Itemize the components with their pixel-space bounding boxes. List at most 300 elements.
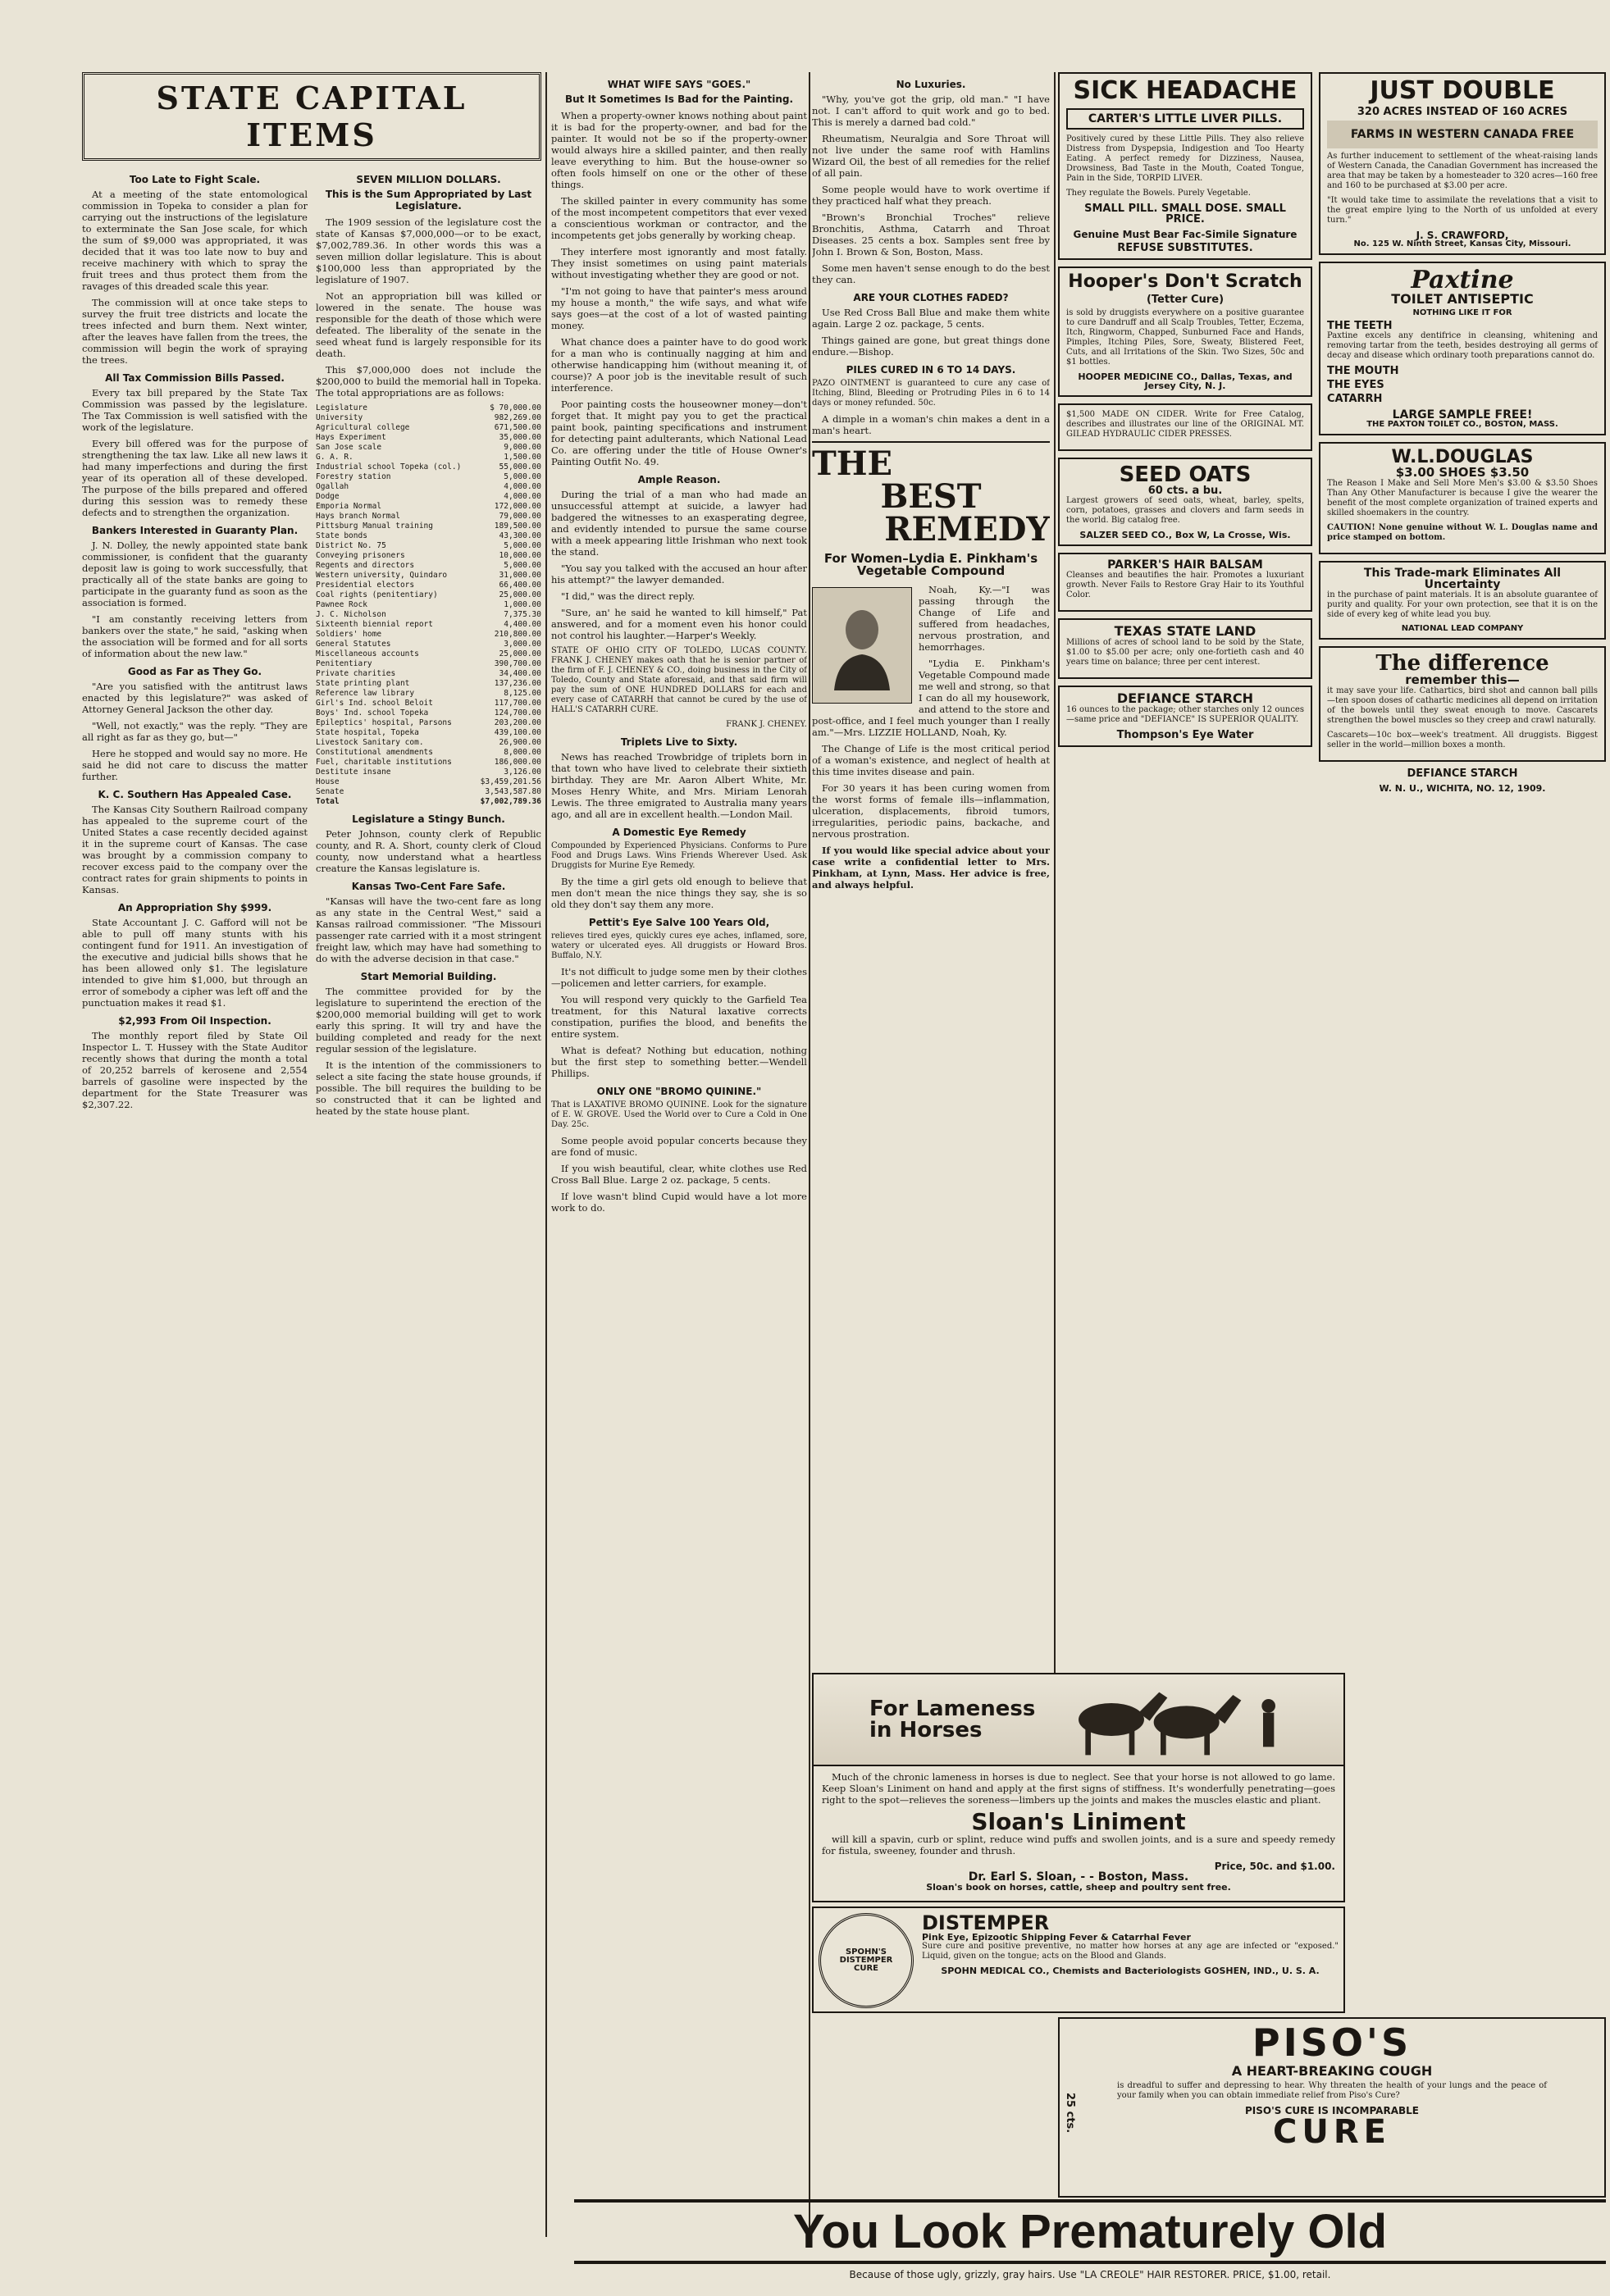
ad-item: THE TEETH xyxy=(1327,320,1393,332)
article-heading: Good as Far as They Go. xyxy=(127,666,262,677)
appropriation-item: Soldiers' home xyxy=(316,630,382,639)
ad-text: Genuine Must Bear Fac-Simile Signature xyxy=(1073,229,1298,240)
ad-headline: DISTEMPER xyxy=(922,1911,1050,1934)
appropriation-amount: 7,375.30 xyxy=(504,610,541,619)
appropriations-table xyxy=(316,403,541,777)
article-text: That is LAXATIVE BROMO QUININE. Look for the signature of E. W. GROVE. Used the World over to Cure a Cold in One Day. 25c. xyxy=(551,1100,807,1129)
appropriation-item: Hays branch Normal xyxy=(316,512,400,521)
appropriation-item: Livestock Sanitary com. xyxy=(316,738,424,747)
defiance-starch-ad xyxy=(1058,686,1312,747)
appropriation-row xyxy=(316,728,541,738)
article-text: "Are you satisfied with the antitrust laws enacted by this legislature?" was asked of Attorney General Jackson the other day. xyxy=(82,681,308,715)
parker-ad xyxy=(1058,553,1312,612)
article-text: If love wasn't blind Cupid would have a lot more work to do. xyxy=(551,1191,807,1214)
appropriation-amount: 172,000.00 xyxy=(494,502,541,511)
article-heading: No Luxuries. xyxy=(896,79,966,90)
appropriation-row xyxy=(316,492,541,502)
spohn-ad xyxy=(812,1906,1345,2013)
appropriation-row xyxy=(316,630,541,640)
notice-signature: FRANK J. CHENEY. xyxy=(726,720,807,729)
ad-slogan: SMALL PILL. SMALL DOSE. SMALL PRICE. xyxy=(1084,203,1286,226)
appropriation-item: Pawnee Rock xyxy=(316,600,367,609)
ad-price: 60 cts. a bu. xyxy=(1147,485,1223,497)
article-text: Things gained are gone, but great things done endure.—Bishop. xyxy=(812,335,1050,358)
article-text: "I'm not going to have that painter's mess around my house a month," the wife says, and what wife says goes—at the cost of a lot of wasted painting money. xyxy=(551,285,807,331)
ad-headline: You Look Prematurely Old xyxy=(574,2199,1606,2264)
article-text: "You say you talked with the accused an hour after his attempt?" the lawyer demanded. xyxy=(551,563,807,585)
appropriation-item: Conveying prisoners xyxy=(316,551,405,560)
article-text: Every bill offered was for the purpose of strengthening the tax law. Like all new laws it had many imperfections and during the first year of its operation all of these developed. The purpose of the bills prepared and offered during this session was to remedy these defects and to strengthen the organization. xyxy=(82,438,308,518)
lead-company-ad xyxy=(1319,561,1606,640)
ad-headline: PARKER'S HAIR BALSAM xyxy=(1107,558,1263,572)
ad-subheadline: remember this— xyxy=(1405,672,1520,687)
ad-company: SPOHN MEDICAL CO., Chemists and Bacteriologists GOSHEN, IND., U. S. A. xyxy=(941,1966,1320,1976)
ad-item: THE MOUTH xyxy=(1327,365,1399,377)
appropriation-item: Boys' Ind. school Topeka xyxy=(316,708,429,718)
article-text: State Accountant J. C. Gafford will not be able to pull off many stunts with his contingent fund for 1911. An investigation of the executive and judicial bills shows that he has been allowed only $1. The legislature intended to give him $1,000, but through an error of somebody a cipher was left off and the punctuation makes it read $1. xyxy=(82,917,308,1009)
ad-text: Sure cure and positive preventive, no matter how horses at any age are infected or "exposed." Liquid, given on the tongue; acts on the Blood and Glands. xyxy=(922,1942,1339,1961)
article-text: J. N. Dolley, the newly appointed state bank commissioner, is confident that the guaranty deposit law is going to work successfully, that practically all of the state banks are going to participate in the guaranty fund as soon as the association is formed. xyxy=(82,540,308,608)
appropriation-item: Penitentiary xyxy=(316,659,372,668)
house-label: House xyxy=(316,777,340,786)
total-label: Total xyxy=(316,797,340,806)
article-text: Compounded by Experienced Physicians. Conforms to Pure Food and Drugs Laws. Wins Friends Wherever Used. Ask Druggists for Murine Eye Remedy. xyxy=(551,841,807,870)
ad-text: Much of the chronic lameness in horses is due to neglect. See that your horse is not allowed to go lame. Keep Sloan's Liniment on hand and apply at the first signs of stiffness. It's wonderfully penetrating—goes right to the spot—relieves the soreness—limbers up the joints and makes the muscles elastic and pliant. xyxy=(822,1771,1335,1806)
ad-company: Dr. Earl S. Sloan, - - Boston, Mass. xyxy=(968,1870,1189,1884)
article-text: "Lydia E. Pinkham's Vegetable Compound made me well and strong, so that I can do all my housework, and attend to the store and post-office, and I feel much younger than I really am."—Mrs. LIZZIE HOLLAND, Noah, Ky. xyxy=(812,658,1050,738)
appropriation-amount: 4,400.00 xyxy=(504,620,541,629)
appropriation-item: Girl's Ind. school Beloit xyxy=(316,699,433,708)
article-text: Some people would have to work overtime if they practiced half what they preach. xyxy=(812,184,1050,207)
left-sub-column xyxy=(82,167,308,1122)
appropriation-row xyxy=(316,433,541,443)
appropriation-amount: 189,500.00 xyxy=(494,522,541,531)
state-capital-items xyxy=(82,72,541,2237)
article-text: Some people avoid popular concerts because they are fond of music. xyxy=(551,1135,807,1158)
article-text: Noah, Ky.—"I was passing through the Change of Life and suffered from headaches, nervous prostration, and hemorrhages. xyxy=(919,584,1050,653)
ad-text: Millions of acres of school land to be sold by the State, $1.00 to $5.00 per acre; only one-fortieth cash and 40 years time on balance; three per cent interest. xyxy=(1066,638,1304,667)
ad-text: 16 ounces to the package; other starches only 12 ounces—same price and "DEFIANCE" IS SUPERIOR QUALITY. xyxy=(1066,705,1304,724)
ad-text: is sold by druggists everywhere on a positive guarantee to cure Dandruff and all Scalp Troubles, Tetter, Eczema, Itch, Ringworm, Chapped, Sunburned Face and Hands, Pimples, Itching Piles, Sore, Sweaty, Blistered Feet, Cuts, and all Irritations of the Skin. Two Sizes, 50c and $1 bottles. xyxy=(1066,308,1304,367)
appropriation-item: Epileptics' hospital, Parsons xyxy=(316,718,452,727)
appropriation-row xyxy=(316,581,541,590)
appropriation-amount: 79,000.00 xyxy=(499,512,541,521)
appropriation-row xyxy=(316,512,541,522)
appropriation-amount: 8,125.00 xyxy=(504,689,541,698)
ad-text: "It would take time to assimilate the revelations that a visit to the great empire lying to the North of us unfolded at every turn." xyxy=(1327,196,1598,225)
appropriation-amount: 117,700.00 xyxy=(494,699,541,708)
appropriation-amount: 25,000.00 xyxy=(499,590,541,599)
ad-company: SALZER SEED CO., Box W, La Crosse, Wis. xyxy=(1079,530,1291,540)
ad-subheadline: Pink Eye, Epizootic Shipping Fever & Catarrhal Fever xyxy=(922,1932,1191,1943)
article-text: "Brown's Bronchial Troches" relieve Bronchitis, Asthma, Catarrh and Throat Diseases. 25 cents a box. Samples sent free by John I. Brown & Son, Boston, Mass. xyxy=(812,212,1050,257)
article-text: They interfere most ignorantly and most fatally. They insist sometimes on using paint materials without investigating whether they are good or not. xyxy=(551,246,807,280)
appropriation-amount: 210,800.00 xyxy=(494,630,541,639)
right-sub-column xyxy=(316,167,541,1122)
article-heading: K. C. Southern Has Appealed Case. xyxy=(98,789,292,800)
article-heading: A Domestic Eye Remedy xyxy=(612,827,746,838)
article-subheading: But It Sometimes Is Bad for the Painting. xyxy=(564,93,794,105)
ad-headline: This Trade-mark Eliminates All Uncertainty xyxy=(1363,567,1562,591)
article-heading: All Tax Commission Bills Passed. xyxy=(105,372,285,384)
article-heading: Start Memorial Building. xyxy=(360,971,497,982)
article-text: This $7,000,000 does not include the $200,000 to build the memorial hall in Topeka. The total appropriations are as follows: xyxy=(316,364,541,399)
appropriation-item: Agricultural college xyxy=(316,423,410,432)
ad-slogan: DEFIANCE STARCH xyxy=(1407,768,1518,780)
ad-text: Largest growers of seed oats, wheat, barley, spelts, corn, potatoes, grasses and clovers and farm seeds in the world. Big catalog free. xyxy=(1066,496,1304,525)
appropriation-item: G. A. R. xyxy=(316,453,353,462)
appropriation-row xyxy=(316,413,541,423)
article-heading: WHAT WIFE SAYS "GOES." xyxy=(607,79,751,90)
ads-column-1 xyxy=(1058,72,1312,1876)
portrait-image xyxy=(812,587,912,704)
appropriation-item: Dodge xyxy=(316,492,340,501)
article-text: During the trial of a man who had made an unsuccessful attempt at suicide, a lawyer had badgered the witnesses to an exasperating degree, and evidently intended to pursue the same course with a meek appearing little Irishman who next took the stand. xyxy=(551,489,807,558)
article-text: Poor painting costs the houseowner money—don't forget that. It might pay you to get the practical paint book, painting specifications and instrument for detecting paint adulterants, which National Lead Co. are offering under the title of House Owner's Painting Outfit No. 49. xyxy=(551,399,807,467)
article-heading: ONLY ONE "BROMO QUININE." xyxy=(596,1086,762,1097)
article-text: Some men haven't sense enough to do the best they can. xyxy=(812,262,1050,285)
ad-subheadline: (Tetter Cure) xyxy=(1146,294,1225,306)
paxtine-ad xyxy=(1319,262,1606,435)
article-heading: SEVEN MILLION DOLLARS. xyxy=(356,174,501,185)
article-text: The Kansas City Southern Railroad company has appealed to the supreme court of the United States a case recently decided against it in the supreme court of Kansas. The case was brought by a commission company to recover excess paid to the company over the contract rates for grain shipments to points in Kansas. xyxy=(82,804,308,895)
seal-text: SPOHN'S DISTEMPER CURE xyxy=(839,1947,893,1973)
ad-price: Price, 50c. and $1.00. xyxy=(1214,1861,1335,1872)
appropriation-row xyxy=(316,600,541,610)
appropriation-item: Regents and directors xyxy=(316,561,415,570)
article-heading: PILES CURED IN 6 TO 14 DAYS. xyxy=(846,364,1016,376)
ad-text: Sloan's book on horses, cattle, sheep and poultry sent free. xyxy=(926,1882,1231,1893)
publisher-line: W. N. U., WICHITA, NO. 12, 1909. xyxy=(1379,783,1546,794)
best-remedy-line: REMEDY xyxy=(884,510,1050,549)
article-text: News has reached Trowbridge of triplets born in that town who have lived to celebrate their sixtieth birthday. They are Mr. Aaron Albert White, Mr. Moses Henry White, and Mrs. Miriam Lenorah Lewis. The three emigrated to Australia many years ago, and all are in excellent health.—London Mail. xyxy=(551,751,807,820)
article-text: "Why, you've got the grip, old man." "I have not. I can't afford to quit work and go to bed. This is merely a darned bad cold." xyxy=(812,93,1050,128)
appropriation-amount: 390,700.00 xyxy=(494,659,541,668)
ad-headline: CURE xyxy=(1273,2113,1391,2151)
article-text: The 1909 session of the legislature cost the state of Kansas $7,000,000—or to be exact, $7,002,789.36. In other words this was a seven million dollar legislature. This is about $100,000 less than appropriated by the legislature of 1907. xyxy=(316,216,541,285)
ad-text: Positively cured by these Little Pills. They also relieve Distress from Dyspepsia, Indigestion and Too Hearty Eating. A perfect remedy for Dizziness, Nausea, Drowsiness, Bad Taste in the Mouth, Coated Tongue, Pain in the Side, TORPID LIVER. xyxy=(1066,134,1304,183)
article-heading: Pettit's Eye Salve 100 Years Old, xyxy=(588,917,770,928)
article-text: The committee provided for by the legislature to superintend the erection of the $200,000 memorial building will get to work early this spring. It will try and have the building completed and ready for the next regular session of the legislature. xyxy=(316,986,541,1055)
appropriation-row xyxy=(316,640,541,649)
masthead: STATE CAPITAL ITEMS xyxy=(82,72,541,161)
appropriation-row xyxy=(316,482,541,492)
canada-sign: FARMS IN WESTERN CANADA FREE xyxy=(1327,121,1598,148)
ad-subheadline: 320 ACRES INSTEAD OF 160 ACRES xyxy=(1357,106,1568,118)
appropriation-item: Pittsburg Manual training xyxy=(316,522,433,531)
appropriation-item: Destitute insane xyxy=(316,768,391,777)
article-text: For 30 years it has been curing women from the worst forms of female ills—inflammation, ulceration, displacements, fibroid tumors, irregularities, periodic pains, backache, and nervous prostration. xyxy=(812,782,1050,840)
cascarets-ad xyxy=(1319,646,1606,762)
pinkham-title: For Women–Lydia E. Pinkham's Vegetable Compound xyxy=(823,551,1038,578)
senate-amount: 3,543,587.80 xyxy=(485,787,541,796)
article-text: The monthly report filed by State Oil Inspector L. T. Hussey with the State Auditor recently shows that during the month a total of 20,252 barrels of kerosene and 2,554 barrels of gasoline were inspected by the department for the State Treasurer was $2,307.22. xyxy=(82,1030,308,1110)
ad-company: NATIONAL LEAD COMPANY xyxy=(1401,624,1524,633)
ad-text: will kill a spavin, curb or splint, reduce wind puffs and swollen joints, and is a sure and speedy remedy for fistula, sweeney, founder and thrush. xyxy=(822,1834,1335,1856)
ad-text: it may save your life. Cathartics, bird shot and cannon ball pills—ten spoon doses of cathartic medicines all depend on irritation of the bowels until they sweat enough to move. Cascarets strengthen the bowel muscles so they creep and crawl naturally. xyxy=(1327,686,1598,725)
appropriation-amount: 26,900.00 xyxy=(499,738,541,747)
appropriation-item: General Statutes xyxy=(316,640,391,649)
ad-item: THE EYES xyxy=(1327,379,1384,391)
appropriation-amount: 35,000.00 xyxy=(499,433,541,442)
appropriation-amount: 34,400.00 xyxy=(499,669,541,678)
ad-headline: JUST DOUBLE xyxy=(1370,76,1555,105)
appropriation-amount: 9,000.00 xyxy=(504,443,541,452)
appropriation-row xyxy=(316,590,541,600)
article-text: "Sure, an' he said he wanted to kill himself," Pat answered, and for a moment even his honor could not control his laughter.—Harper's Weekly. xyxy=(551,607,807,641)
la-creole-ad xyxy=(574,2199,1606,2289)
appropriation-item: J. C. Nicholson xyxy=(316,610,386,619)
appropriation-item: Coal rights (penitentiary) xyxy=(316,590,438,599)
ad-slogan: LARGE SAMPLE FREE! xyxy=(1392,408,1533,421)
appropriation-amount: 66,400.00 xyxy=(499,581,541,590)
article-heading: An Appropriation Shy $999. xyxy=(117,902,272,913)
article-text: "Well, not exactly," was the reply. "They are all right as far as they go, but—" xyxy=(82,720,308,743)
article-text: The commission will at once take steps to survey the fruit tree districts and locate the trees infected and burn them. Next winter, after the leaves have fallen from the trees, the commission will begin the work of spraying the trees. xyxy=(82,297,308,366)
ad-text: Cleanses and beautifies the hair. Promotes a luxuriant growth. Never Fails to Restore Gray Hair to its Youthful Color. xyxy=(1066,571,1304,599)
appropriation-item: Constitutional amendments xyxy=(316,748,433,757)
column-rule xyxy=(1054,72,1056,1860)
pinkham-ad xyxy=(812,441,1050,891)
appropriation-row xyxy=(316,531,541,541)
ad-company: J. S. CRAWFORD, xyxy=(1416,230,1509,241)
article-text: "I am constantly receiving letters from bankers over the state," he said, "asking when the association will be formed and for all sorts of information about the new law." xyxy=(82,613,308,659)
douglas-ad xyxy=(1319,442,1606,554)
appropriation-row xyxy=(316,758,541,768)
hooper-ad xyxy=(1058,266,1312,397)
ad-headline: W.L.DOUGLAS xyxy=(1391,447,1534,467)
appropriation-item: Reference law library xyxy=(316,689,415,698)
appropriation-row xyxy=(316,443,541,453)
appropriation-amount: 1,000.00 xyxy=(504,600,541,609)
appropriation-amount: 671,500.00 xyxy=(494,423,541,432)
article-text: A dimple in a woman's chin makes a dent in a man's heart. xyxy=(812,413,1050,436)
appropriation-item: District No. 75 xyxy=(316,541,386,550)
appropriation-item: Emporia Normal xyxy=(316,502,382,511)
total-amount: $7,002,789.36 xyxy=(480,797,541,806)
appropriation-item: Fuel, charitable institutions xyxy=(316,758,452,767)
ad-headline: SICK HEADACHE xyxy=(1073,76,1298,105)
appropriations-totals xyxy=(316,777,541,807)
appropriation-row xyxy=(316,738,541,748)
article-text: Peter Johnson, county clerk of Republic county, and R. A. Short, county clerk of Cloud county, now understand what a heartless creature the Kansas legislature is. xyxy=(316,828,541,874)
ad-text: Cascarets—10c box—week's treatment. All druggists. Biggest seller in the world—million boxes a month. xyxy=(1327,731,1598,749)
appropriation-item: Forestry station xyxy=(316,472,391,481)
article-text: It's not difficult to judge some men by their clothes—policemen and letter carriers, for example. xyxy=(551,966,807,989)
distemper-seal xyxy=(819,1913,914,2008)
appropriation-amount: 43,300.00 xyxy=(499,531,541,540)
ad-headline: SEED OATS xyxy=(1119,462,1252,487)
ad-slogan: REFUSE SUBSTITUTES. xyxy=(1117,242,1253,254)
ad-text: $1,500 MADE ON CIDER. Write for Free Catalog, describes and illustrates our line of the ORIGINAL MT. GILEAD HYDRAULIC CIDER PRESSES. xyxy=(1066,410,1304,439)
appropriation-amount: 3,126.00 xyxy=(504,768,541,777)
article-heading: Bankers Interested in Guaranty Plan. xyxy=(91,525,299,536)
column-rule xyxy=(545,72,547,2237)
ad-subheadline: TOILET ANTISEPTIC xyxy=(1391,291,1534,307)
appropriation-amount: 5,000.00 xyxy=(504,561,541,570)
article-subheading: This is the Sum Appropriated by Last Legislature. xyxy=(325,189,532,212)
ad-item: CATARRH xyxy=(1327,393,1383,405)
appropriation-item: Legislature xyxy=(316,403,367,412)
ad-company: THE PAXTON TOILET CO., BOSTON, MASS. xyxy=(1366,420,1558,429)
article-text: It is the intention of the commissioners to select a site facing the state house grounds, if possible. The bill requires the building to be so constructed that it can be lighted and heated by the state house plant. xyxy=(316,1059,541,1117)
canada-ad xyxy=(1319,72,1606,255)
appropriation-row xyxy=(316,403,541,413)
appropriation-amount: 55,000.00 xyxy=(499,462,541,472)
ad-text: The Reason I Make and Sell More Men's $3.00 & $3.50 Shoes Than Any Other Manufacturer is because I give the wearer the benefit of the most complete organization of trained experts and skilled shoemakers in the country. xyxy=(1327,479,1598,517)
appropriation-amount: 982,269.00 xyxy=(494,413,541,422)
appropriation-item: San Jose scale xyxy=(316,443,382,452)
appropriation-row xyxy=(316,659,541,669)
appropriation-item: Industrial school Topeka (col.) xyxy=(316,462,462,472)
appropriation-row xyxy=(316,768,541,777)
appropriation-row xyxy=(316,423,541,433)
appropriation-row xyxy=(316,502,541,512)
seed-oats-ad xyxy=(1058,458,1312,546)
ad-text: in the purchase of paint materials. It is an absolute guarantee of purity and quality. For your own protection, see that it is on the side of every keg of white lead you buy. xyxy=(1327,590,1598,619)
article-text: Here he stopped and would say no more. He said he did not care to discuss the matter further. xyxy=(82,748,308,782)
article-text: What chance does a painter have to do good work for a man who is continually nagging at him and otherwise handicapping him (without meaning it, of course)? A poor job is the inevitable result of such interference. xyxy=(551,336,807,394)
article-heading: Ample Reason. xyxy=(637,474,721,485)
article-text: What is defeat? Nothing but education, nothing but the first step to something better.—Wendell Phillips. xyxy=(551,1045,807,1079)
article-text: The Change of Life is the most critical period of a woman's existence, and neglect of health at this time invites disease and pain. xyxy=(812,743,1050,777)
appropriation-row xyxy=(316,748,541,758)
ad-headline: Paxtine xyxy=(1411,266,1514,294)
article-text: Every tax bill prepared by the State Tax Commission was passed by the legislature. The Tax Commission is well satisfied with the work of the legislature. xyxy=(82,387,308,433)
appropriation-row xyxy=(316,620,541,630)
appropriation-row xyxy=(316,462,541,472)
ad-slogan: Thompson's Eye Water xyxy=(1116,729,1254,741)
appropriation-amount: 137,236.00 xyxy=(494,679,541,688)
appropriation-row xyxy=(316,699,541,708)
miscellany-column xyxy=(551,72,807,2237)
appropriation-amount: 5,000.00 xyxy=(504,472,541,481)
appropriation-row xyxy=(316,708,541,718)
appropriation-item: Sixteenth biennial report xyxy=(316,620,433,629)
appropriation-amount: 186,000.00 xyxy=(494,758,541,767)
appropriation-row xyxy=(316,610,541,620)
appropriation-row xyxy=(316,718,541,728)
article-text: The skilled painter in every community has some of the most incompetent competitors that ever vexed a conscientious workman or contractor, and the incompetents get jobs generally by working cheap. xyxy=(551,195,807,241)
ad-headline: PISO'S xyxy=(1252,2020,1412,2065)
article-text: You will respond very quickly to the Garfield Tea treatment, for this Natural laxative corrects constipation, purifies the blood, and benefits the entire system. xyxy=(551,994,807,1040)
brand-box: CARTER'S LITTLE LIVER PILLS. xyxy=(1066,108,1304,130)
ad-price: $3.00 SHOES $3.50 xyxy=(1395,465,1530,480)
appropriation-amount: 5,000.00 xyxy=(504,541,541,550)
best-remedy-line: BEST xyxy=(880,477,982,516)
appropriation-amount: 25,000.00 xyxy=(499,649,541,658)
article-heading: Kansas Two-Cent Fare Safe. xyxy=(351,881,506,892)
ad-headline: Sloan's Liniment xyxy=(971,1808,1186,1835)
ad-text: CAUTION! None genuine without W. L. Douglas name and price stamped on bottom. xyxy=(1327,523,1598,542)
appropriation-amount: 124,700.00 xyxy=(494,708,541,718)
horse-illustration xyxy=(814,1674,1343,1766)
appropriation-item: State bonds xyxy=(316,531,367,540)
ad-headline: For Lameness in Horses xyxy=(869,1697,1036,1742)
piso-ad xyxy=(1058,2017,1606,2198)
article-heading: ARE YOUR CLOTHES FADED? xyxy=(853,292,1009,303)
ad-headline: Hooper's Don't Scratch xyxy=(1068,271,1302,292)
appropriation-item: State printing plant xyxy=(316,679,410,688)
column-rule xyxy=(809,72,810,2237)
ad-caption: Because of those ugly, grizzly, gray hairs. Use "LA CREOLE" HAIR RESTORER. PRICE, $1.00, retail. xyxy=(849,2269,1331,2280)
article-text: relieves tired eyes, quickly cures eye aches, inflamed, sore, watery or ulcerated eyes. All druggists or Howard Bros. Buffalo, N.Y. xyxy=(551,932,807,960)
article-heading: Triplets Live to Sixty. xyxy=(620,736,738,748)
ad-text: Paxtine excels any dentifrice in cleansing, whitening and removing tartar from the teeth, besides destroying all germs of decay and disease which ordinary tooth preparations cannot do. xyxy=(1327,331,1598,360)
sloan-liniment-ad xyxy=(812,1673,1345,1902)
appropriation-amount: 4,000.00 xyxy=(504,492,541,501)
appropriation-row xyxy=(316,522,541,531)
appropriation-item: Presidential electors xyxy=(316,581,415,590)
ad-text: As further inducement to settlement of the wheat-raising lands of Western Canada, the Canadian Government has increased the area that may be taken by a homesteader to 320 acres—160 free and 160 to be purchased at $3.00 per acre. xyxy=(1327,152,1598,190)
article-text: "Kansas will have the two-cent fare as long as any state in the Central West," said a Kansas railroad commissioner. "The Missouri passenger rate carried with it a most stringent freight law, which may have had something to do with the adverse decision in that case." xyxy=(316,895,541,964)
article-text: By the time a girl gets old enough to believe that men don't mean the nice things they say, she is so old they don't say them any more. xyxy=(551,876,807,910)
article-text: If you would like special advice about your case write a confidential letter to Mrs. Pinkham, at Lynn, Mass. Her advice is free, and always helpful. xyxy=(812,845,1050,891)
senate-label: Senate xyxy=(316,787,344,796)
carters-ad xyxy=(1058,72,1312,260)
ad-headline: TEXAS STATE LAND xyxy=(1114,623,1257,639)
appropriation-amount: 439,100.00 xyxy=(494,728,541,737)
appropriation-amount: $ 70,000.00 xyxy=(490,403,541,412)
appropriation-item: Western university, Quindaro xyxy=(316,571,448,580)
appropriation-row xyxy=(316,453,541,462)
appropriation-item: Private charities xyxy=(316,669,396,678)
appropriation-amount: 31,000.00 xyxy=(499,571,541,580)
appropriation-amount: 1,500.00 xyxy=(504,453,541,462)
best-remedy-line: THE xyxy=(812,444,893,483)
appropriation-row xyxy=(316,669,541,679)
appropriation-row xyxy=(316,689,541,699)
article-text: If you wish beautiful, clear, white clothes use Red Cross Ball Blue. Large 2 oz. package, 5 cents. xyxy=(551,1163,807,1186)
texas-land-ad xyxy=(1058,618,1312,679)
appropriation-row xyxy=(316,679,541,689)
appropriation-item: University xyxy=(316,413,363,422)
appropriation-row xyxy=(316,571,541,581)
appropriation-row xyxy=(316,561,541,571)
ad-slogan: PISO'S CURE IS INCOMPARABLE xyxy=(1244,2105,1419,2116)
appropriation-row xyxy=(316,472,541,482)
article-text: Use Red Cross Ball Blue and make them white again. Large 2 oz. package, 5 cents. xyxy=(812,307,1050,330)
article-text: At a meeting of the state entomological commission in Topeka to consider a plan for carrying out the instructions of the legislature to exterminate the San Jose scale, for which the sum of $9,000 was appropriated, it was decided that it was too late now to buy and receive machinery with which to spray the fruit trees and thus protect them from the ravages of this dreaded scale this year. xyxy=(82,189,308,292)
appropriation-row xyxy=(316,541,541,551)
appropriation-amount: 10,000.00 xyxy=(499,551,541,560)
house-amount: $3,459,201.56 xyxy=(480,777,541,786)
article-text: "I did," was the direct reply. xyxy=(561,590,696,602)
article-heading: Too Late to Fight Scale. xyxy=(129,174,261,185)
ad-address: No. 125 W. Ninth Street, Kansas City, Missouri. xyxy=(1353,239,1571,248)
cider-ad xyxy=(1058,403,1312,451)
ad-headline: The difference xyxy=(1375,651,1549,676)
appropriation-item: Hays Experiment xyxy=(316,433,386,442)
ad-tagline: NOTHING LIKE IT FOR xyxy=(1412,308,1512,317)
article-text: When a property-owner knows nothing about paint it is bad for the property-owner, and bad for the painter. It would not be so if the property-owner would always hire a skilled painter, and then really leave everything to him. But the house-owner so often fools himself on one or the other of these things. xyxy=(551,110,807,190)
ad-text: They regulate the Bowels. Purely Vegetable. xyxy=(1066,189,1251,198)
horse-team-icon xyxy=(1050,1679,1296,1761)
article-heading: $2,993 From Oil Inspection. xyxy=(118,1015,271,1027)
appropriation-amount: 203,200.00 xyxy=(494,718,541,727)
ad-text: is dreadful to suffer and depressing to hear. Why threaten the health of your lungs and the peace of your family when you can obtain immediate relief from Piso's Cure? xyxy=(1117,2081,1547,2100)
notice-text: STATE OF OHIO CITY OF TOLEDO, LUCAS COUNTY. FRANK J. CHENEY makes oath that he is senior partner of the firm of F. J. CHENEY & CO., doing business in the City of Toledo, County and State aforesaid, and that said firm will pay the sum of ONE HUNDRED DOLLARS for each and every case of CATARRH that cannot be cured by the use of HALL'S CATARRH CURE. xyxy=(551,646,807,714)
article-text: Rheumatism, Neuralgia and Sore Throat will not live under the same roof with Hamlins Wizard Oil, the best of all remedies for the relief of all pain. xyxy=(812,133,1050,179)
appropriation-item: Ogallah xyxy=(316,482,349,491)
ad-company: HOOPER MEDICINE CO., Dallas, Texas, and Jersey City, N. J. xyxy=(1078,371,1293,391)
ad-price: 25 cts. xyxy=(1064,2093,1076,2134)
ad-subheadline: A HEART-BREAKING COUGH xyxy=(1231,2063,1433,2079)
appropriation-item: State hospital, Topeka xyxy=(316,728,419,737)
appropriation-amount: 8,000.00 xyxy=(504,748,541,757)
ad-headline: DEFIANCE STARCH xyxy=(1116,690,1254,706)
article-text: Not an appropriation bill was killed or lowered in the senate. The house was responsible for the death of those which were defeated. The liberality of the senate in the seed wheat fund is largely responsible for its death. xyxy=(316,290,541,359)
